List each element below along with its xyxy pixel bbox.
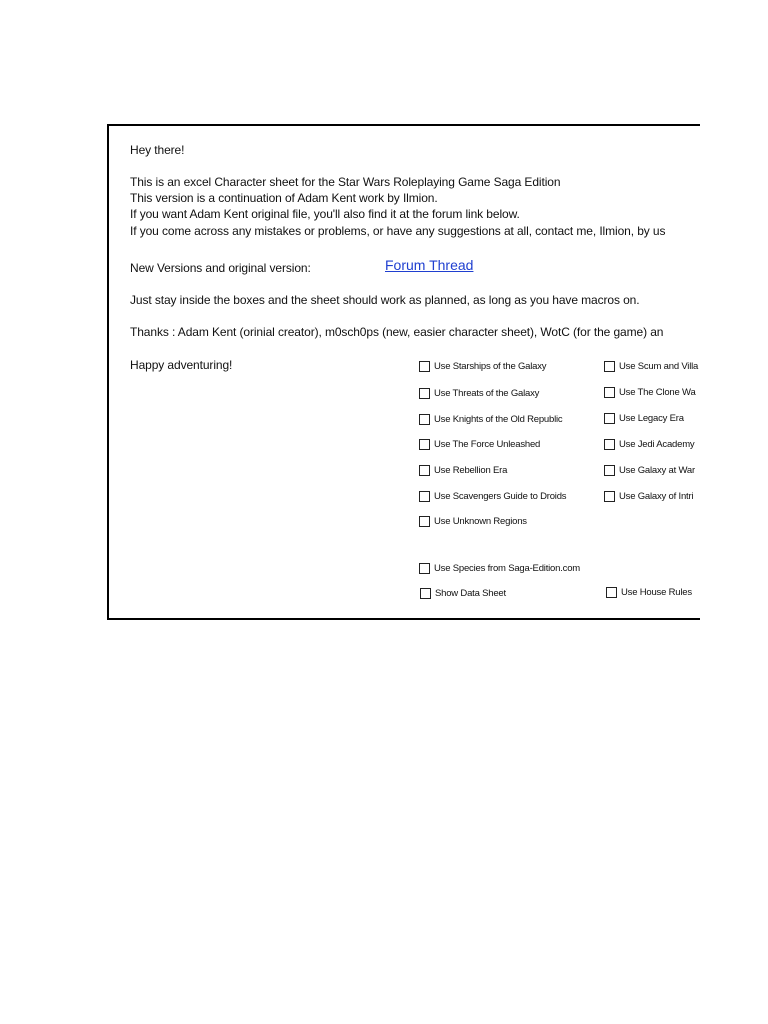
checkbox-scum-and-villainy[interactable] — [604, 361, 698, 372]
checkbox-galaxy-of-intrigue[interactable] — [604, 491, 693, 502]
checkbox-knights-of-the-old-republic[interactable] — [419, 414, 562, 425]
checkbox-the-force-unleashed[interactable] — [419, 439, 540, 450]
checkbox-scavengers-guide-to-droids[interactable] — [419, 491, 566, 502]
checkbox-label: Use Legacy Era — [619, 413, 684, 424]
instructions-text: Just stay inside the boxes and the sheet should work as planned, as long as you have macros on. — [130, 293, 640, 307]
checkbox-box[interactable] — [604, 361, 615, 372]
checkbox-label: Use Scavengers Guide to Droids — [434, 491, 567, 502]
checkbox-label: Use The Clone Wa — [619, 387, 696, 398]
checkbox-label: Use Knights of the Old Republic — [434, 414, 563, 425]
checkbox-show-data-sheet[interactable] — [420, 588, 506, 599]
checkbox-rebellion-era[interactable] — [419, 465, 507, 476]
intro-line-4: If you come across any mistakes or problems, or have any suggestions at all, contact me, Ilmion, by us — [130, 224, 666, 238]
checkbox-box[interactable] — [604, 491, 615, 502]
checkbox-box[interactable] — [606, 587, 617, 598]
checkbox-starships-of-the-galaxy[interactable] — [419, 361, 546, 372]
versions-label: New Versions and original version: — [130, 261, 311, 275]
checkbox-label: Use Threats of the Galaxy — [434, 388, 540, 399]
checkbox-label: Use Unknown Regions — [434, 516, 527, 527]
checkbox-galaxy-at-war[interactable] — [604, 465, 695, 476]
intro-sheet-panel — [107, 124, 700, 620]
checkbox-box[interactable] — [604, 439, 615, 450]
checkbox-box[interactable] — [419, 388, 430, 399]
checkbox-box[interactable] — [604, 465, 615, 476]
checkbox-label: Use Rebellion Era — [434, 465, 508, 476]
checkbox-label: Use House Rules — [621, 587, 692, 598]
intro-line-2: This version is a continuation of Adam Kent work by Ilmion. — [130, 191, 438, 205]
checkbox-label: Use Starships of the Galaxy — [434, 361, 547, 372]
checkbox-label: Use Jedi Academy — [619, 439, 695, 450]
checkbox-label: Use Galaxy of Intri — [619, 491, 694, 502]
checkbox-box[interactable] — [420, 588, 431, 599]
checkbox-box[interactable] — [419, 465, 430, 476]
checkbox-box[interactable] — [419, 491, 430, 502]
intro-line-3: If you want Adam Kent original file, you'll also find it at the forum link below. — [130, 207, 520, 221]
signoff-text: Happy adventuring! — [130, 358, 233, 372]
intro-line-1: This is an excel Character sheet for the Star Wars Roleplaying Game Saga Edition — [130, 175, 561, 189]
checkbox-box[interactable] — [419, 361, 430, 372]
checkbox-label: Use Galaxy at War — [619, 465, 695, 476]
checkbox-label: Use The Force Unleashed — [434, 439, 541, 450]
checkbox-jedi-academy[interactable] — [604, 439, 694, 450]
checkbox-unknown-regions[interactable] — [419, 516, 527, 527]
checkbox-label: Show Data Sheet — [435, 588, 506, 599]
checkbox-species-saga-edition[interactable] — [419, 563, 580, 574]
checkbox-legacy-era[interactable] — [604, 413, 684, 424]
checkbox-label: Use Species from Saga-Edition.com — [434, 563, 580, 574]
checkbox-box[interactable] — [419, 563, 430, 574]
checkbox-box[interactable] — [604, 413, 615, 424]
checkbox-box[interactable] — [419, 414, 430, 425]
checkbox-box[interactable] — [604, 387, 615, 398]
greeting-text: Hey there! — [130, 143, 185, 157]
checkbox-the-clone-wars[interactable] — [604, 387, 696, 398]
checkbox-house-rules[interactable] — [606, 587, 692, 598]
thanks-text: Thanks : Adam Kent (orinial creator), m0sch0ps (new, easier character sheet), WotC (for the game) an — [130, 325, 664, 339]
checkbox-box[interactable] — [419, 516, 430, 527]
checkbox-threats-of-the-galaxy[interactable] — [419, 388, 539, 399]
checkbox-label: Use Scum and Villa — [619, 361, 699, 372]
forum-thread-link[interactable]: Forum Thread — [385, 257, 474, 273]
checkbox-box[interactable] — [419, 439, 430, 450]
